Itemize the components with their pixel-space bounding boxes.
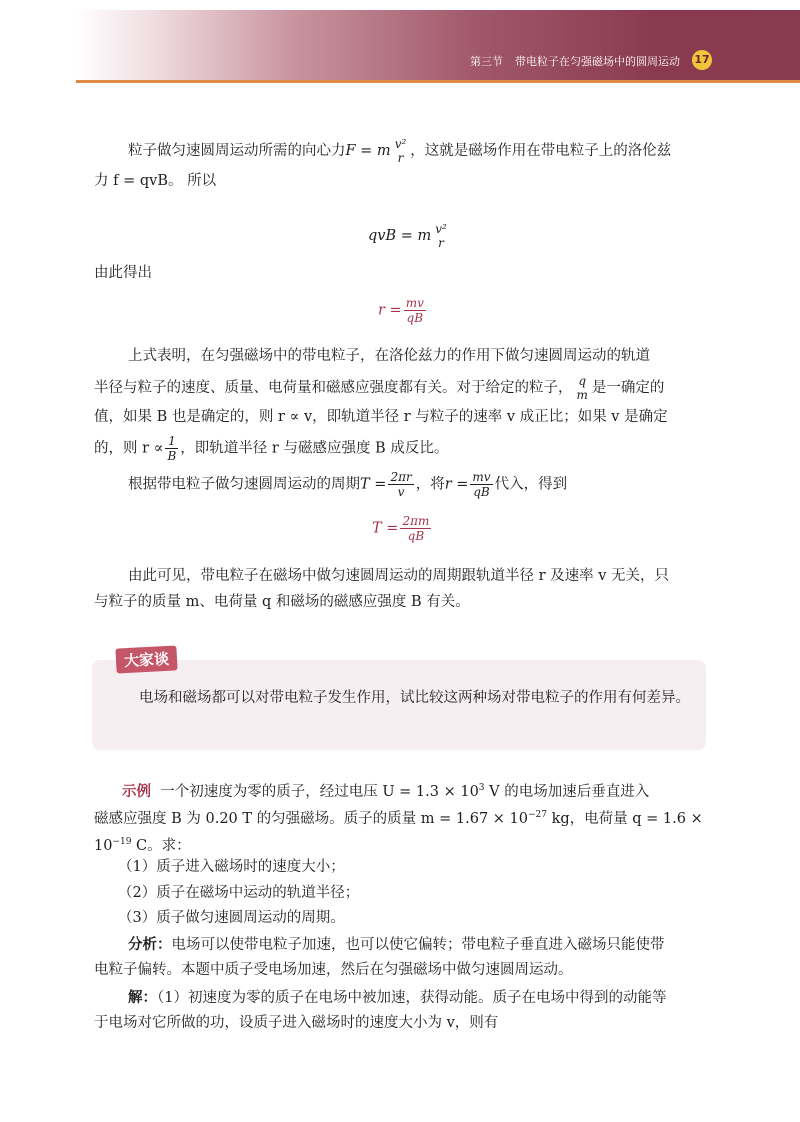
para4-line2: 与粒子的质量 m、电荷量 q 和磁场的磁感应强度 B 有关。 (94, 594, 470, 610)
para1-line2: 力 f = qvB。 所以 (94, 173, 217, 189)
para2-line1: 上式表明，在匀强磁场中的带电粒子，在洛伦兹力的作用下做匀速圆周运动的轨道 (128, 348, 650, 364)
example-label: 示例 (122, 782, 151, 800)
section-number: 第三节 (470, 55, 503, 68)
example-line2: 磁感应强度 B 为 0.20 T 的匀强磁场。质子的质量 $m = 1.67 \times 10^{-27}$ kg，电荷量 q = 1.6 × (94, 810, 703, 827)
equation-period: T = $\frac{2\pi m}{qB}$ (372, 514, 430, 543)
equation-lorentz: qvB = m v² r (368, 222, 447, 250)
analysis-line2: 电粒子偏转。本题中质子受电场加速，然后在匀强磁场中做匀速圆周运动。 (94, 962, 573, 978)
para3-line: 根据带电粒子做匀速圆周运动的周期T = $\frac{2\pi r}{v}$ ，将r = $\frac{mv}{qB}$ 代入，得到 (128, 470, 568, 499)
analysis-line1: 分析：电场可以使带电粒子加速，也可以使它偏转；带电粒子垂直进入磁场只能使带 (128, 936, 665, 953)
para2-line2: 半径与粒子的速度、质量、电荷量和磁感应强度都有关。对于给定的粒子， q m 是一确定的 (94, 374, 665, 402)
example-question-2: （2）质子在磁场中运动的轨道半径； (118, 885, 360, 901)
running-header (470, 53, 692, 69)
para2-line4: 的，则 r ∝ $\frac{1}{B}$ ，即轨道半径 r 与磁感应强度 B 成反比。 (94, 434, 449, 463)
discussion-tag: 大家谈 (115, 645, 177, 673)
example-line3: $10^{-19}$ C。求： (94, 837, 191, 854)
solution-line2: 于电场对它所做的功，设质子进入磁场时的速度大小为 v，则有 (94, 1015, 499, 1031)
chapter-header-band (76, 10, 800, 80)
example-line1: 示例 一个初速度为零的质子，经过电压 $U = 1.3 \times 10^3$ V 的电场加速后垂直进入 (122, 782, 650, 800)
equation-radius: r = $\frac{mv}{qB}$ (378, 296, 424, 325)
example-question-3: （3）质子做匀速圆周运动的周期。 (118, 910, 345, 926)
derive-text: 由此得出 (94, 265, 152, 281)
example-question-1: （1）质子进入磁场时的速度大小； (118, 859, 345, 875)
para1-line1: 粒子做匀速圆周运动所需的向心力F = m v² r ，这就是磁场作用在带电粒子上的洛伦兹 (128, 137, 672, 165)
solution-line1: 解：（1）初速度为零的质子在电场中被加速，获得动能。质子在电场中得到的动能等 (128, 989, 667, 1006)
header-divider (76, 80, 800, 83)
section-title: 带电粒子在匀强磁场中的圆周运动 (515, 55, 680, 68)
para2-line3: 值，如果 B 也是确定的，则 r ∝ v，即轨道半径 r 与粒子的速率 v 成正比；如果 v 是确定 (94, 409, 668, 425)
page-number: 17 (692, 50, 712, 70)
para4-line1: 由此可见，带电粒子在磁场中做匀速圆周运动的周期跟轨道半径 r 及速率 v 无关，只 (128, 568, 670, 584)
discussion-text: 电场和磁场都可以对带电粒子发生作用，试比较这两种场对带电粒子的作用有何差异。 (139, 690, 690, 706)
